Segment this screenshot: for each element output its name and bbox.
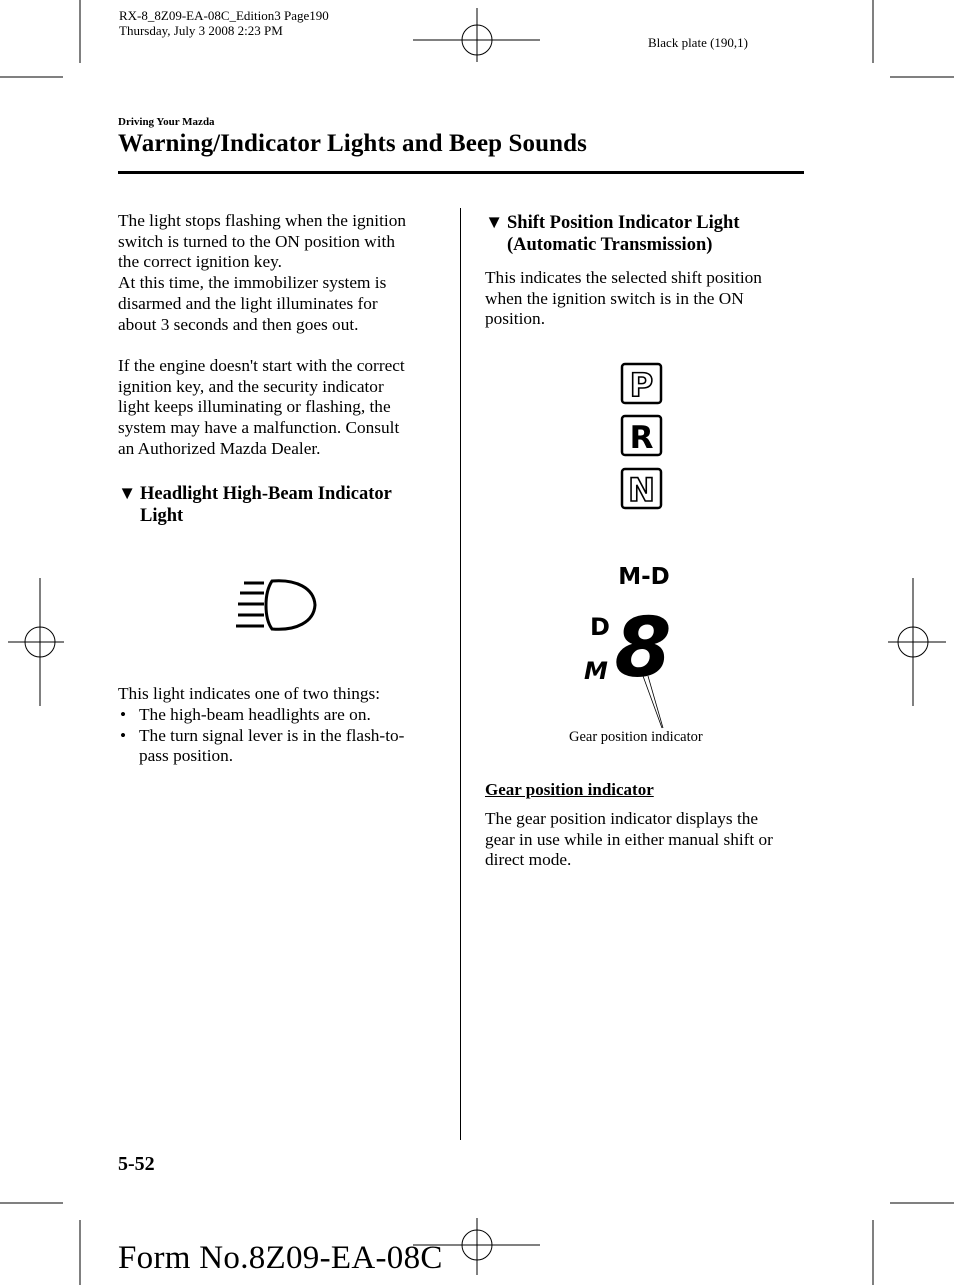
shift-r-icon [620,414,664,458]
text-line: The light stops flashing when the ignition [118,211,406,230]
text-line: ignition key, and the security indicator [118,376,384,396]
text-line: about 3 seconds and then goes out. [118,314,359,334]
text-line: The gear position indicator displays the [485,809,759,828]
registration-mark-top [413,8,540,62]
text-line: when the ignition switch is in the ON [485,288,744,308]
mode-m-label: M [584,657,608,685]
page-title: Warning/Indicator Lights and Beep Sounds [118,130,587,157]
triangle-marker-icon: ▼ [118,484,137,504]
shift-p-icon [620,362,664,406]
shift-letter: R [629,420,654,456]
registration-mark-right [888,578,946,706]
column-divider [460,208,461,1140]
registration-mark-left [8,578,64,706]
section-label: Driving Your Mazda [118,116,215,128]
left-intro: This light indicates one of two things: [118,684,381,703]
gear-digit: 8 [614,601,672,696]
plate-label: Black plate (190,1) [648,35,748,50]
shift-letter: N [628,471,655,509]
text-line: pass position. [139,746,234,766]
left-paragraph-1 [118,211,448,335]
gear-indicator-description [485,809,805,871]
list-item [118,705,448,726]
list-item [118,726,448,767]
shift-letter: P [629,366,654,404]
text-line: system may have a malfunction. Consult [118,418,400,438]
heading-line: Headlight High-Beam Indicator [140,484,392,504]
text-line: At this time, the immobilizer system is [118,273,387,293]
bullet-list [118,705,448,767]
left-paragraph-2 [118,356,448,460]
headlight-high-beam-icon [234,578,320,632]
text-line: The high-beam headlights are on. [139,705,371,724]
text-line: This indicates the selected shift position [485,268,762,287]
headlight-heading [118,483,448,527]
right-intro [485,268,805,330]
text-line: position. [485,309,546,329]
shift-heading [485,212,805,256]
text-line: direct mode. [485,850,572,870]
text-line: an Authorized Mazda Dealer. [118,438,321,458]
page-number: 5-52 [118,1153,155,1175]
text-line: gear in use while in either manual shift or [485,829,773,849]
heading-line: Light [140,506,184,526]
form-number: Form No.8Z09-EA-08C [118,1240,443,1276]
print-header-date: Thursday, July 3 2008 2:23 PM [119,23,283,38]
heading-line: Shift Position Indicator Light [507,213,740,233]
gear-position-indicator-illustration [570,556,730,746]
print-header [119,8,329,38]
gear-indicator-subheading: Gear position indicator [485,780,654,799]
text-line: switch is turned to the ON position with [118,231,395,251]
gear-indicator-caption: Gear position indicator [569,729,703,745]
print-header-file: RX-8_8Z09-EA-08C_Edition3 Page190 [119,8,329,23]
triangle-marker-icon: ▼ [485,213,504,233]
heading-line: (Automatic Transmission) [507,235,713,255]
text-line: the correct ignition key. [118,252,282,272]
text-line: disarmed and the light illuminates for [118,293,378,313]
mode-label: M-D [618,564,670,590]
text-line: light keeps illuminating or flashing, the [118,397,391,417]
text-line: • The turn signal lever is in the flash-to- [139,725,405,745]
text-line: If the engine doesn't start with the correct [118,356,405,375]
shift-n-icon [620,467,664,511]
mode-d-label: D [590,613,610,641]
title-rule [118,171,804,174]
